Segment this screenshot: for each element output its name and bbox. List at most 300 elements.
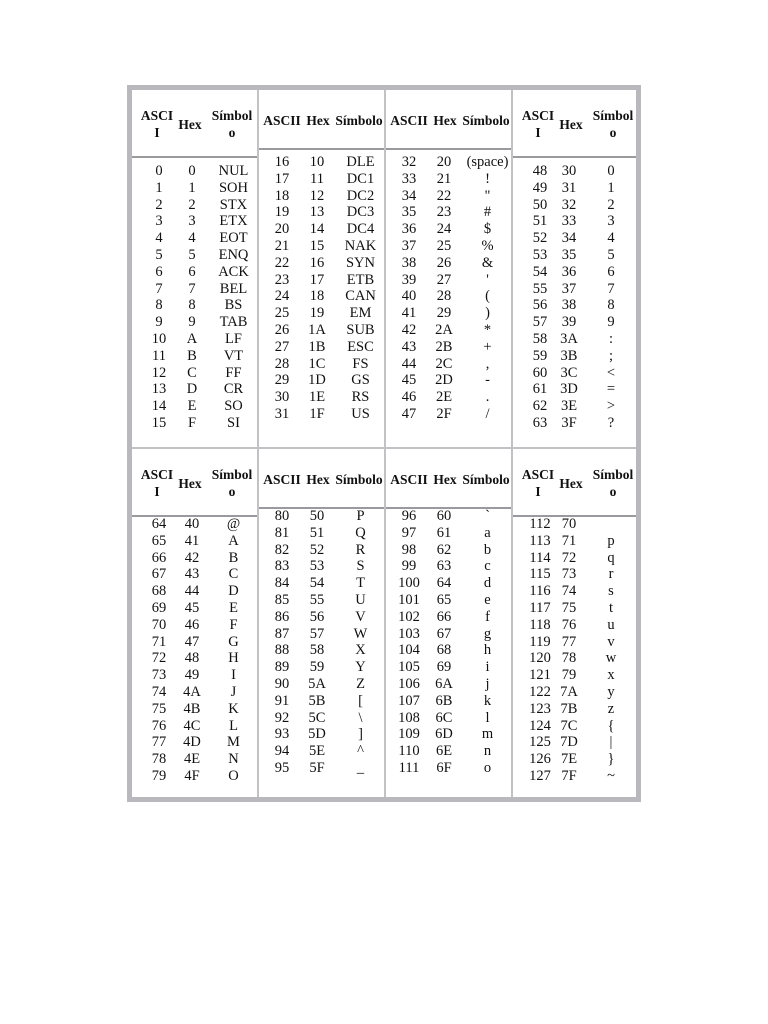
symbol-cell: 6 <box>607 263 615 280</box>
hex-code-cell: 6A <box>435 675 453 692</box>
ascii-code-cell: 86 <box>274 608 290 625</box>
table-rows <box>513 516 636 785</box>
symbol-cell: $ <box>483 221 492 238</box>
symbol-cell: x <box>607 667 615 684</box>
hex-code-cell: 1F <box>309 405 325 422</box>
hex-code-cell: 3F <box>561 414 577 431</box>
table-row <box>132 365 257 382</box>
ascii-code-cell: 122 <box>529 683 551 700</box>
hex-code-cell: 74 <box>561 583 577 600</box>
table-row <box>259 659 384 676</box>
ascii-code-cell: 52 <box>532 230 548 247</box>
ascii-code-cell: 36 <box>401 221 417 238</box>
table-row <box>513 684 636 701</box>
symbol-cell: ^ <box>357 743 364 760</box>
symbol-cell: . <box>485 389 490 406</box>
symbol-cell: ? <box>607 414 615 431</box>
symbol-cell: V <box>355 608 366 625</box>
hex-code-cell: 2F <box>436 405 452 422</box>
ascii-code-cell: 6 <box>155 263 163 280</box>
ascii-code-cell: 81 <box>274 524 290 541</box>
table-row <box>513 583 636 600</box>
symbol-cell: EOT <box>219 230 248 247</box>
symbol-cell: GS <box>351 372 370 389</box>
hex-code-cell: 5C <box>308 709 326 726</box>
hex-code-cell: 5B <box>308 692 326 709</box>
ascii-code-cell: 2 <box>155 196 163 213</box>
symbol-cell: ! <box>485 170 490 187</box>
ascii-code-cell: 34 <box>401 187 417 204</box>
table-row <box>132 751 257 768</box>
ascii-code-cell: 33 <box>401 170 417 187</box>
hex-code-cell: 24 <box>436 221 452 238</box>
table-row <box>386 339 511 356</box>
table-row <box>259 288 384 305</box>
hex-code-cell: 7D <box>560 734 578 751</box>
table-row <box>132 684 257 701</box>
symbol-cell: DC2 <box>346 187 375 204</box>
hex-code-cell: 6D <box>435 726 453 743</box>
ascii-code-cell: 87 <box>274 625 290 642</box>
symbol-cell: J <box>230 683 237 700</box>
hex-code-cell: 2A <box>435 321 453 338</box>
hex-code-cell: 63 <box>436 558 452 575</box>
ascii-code-cell: 72 <box>151 650 167 667</box>
hex-code-cell: 2C <box>435 355 453 372</box>
ascii-code-cell: 74 <box>151 683 167 700</box>
hex-code-cell: 61 <box>436 524 452 541</box>
symbol-cell: * <box>483 321 492 338</box>
symbol-cell: \ <box>358 709 363 726</box>
hex-code-cell: 35 <box>561 246 577 263</box>
table-rows <box>259 154 384 423</box>
ascii-code-cell: 62 <box>532 398 548 415</box>
table-row <box>259 356 384 373</box>
symbol-cell: ETB <box>346 271 375 288</box>
hex-code-cell: 7 <box>188 280 196 297</box>
table-row <box>386 171 511 188</box>
ascii-code-cell: 96 <box>401 508 417 524</box>
hex-code-cell: 29 <box>436 305 452 322</box>
symbol-cell: + <box>483 338 492 355</box>
table-row <box>386 743 511 760</box>
ascii-code-cell: 109 <box>398 726 420 743</box>
ascii-code-cell: 85 <box>274 591 290 608</box>
table-row <box>513 617 636 634</box>
ascii-table <box>127 85 641 802</box>
hex-code-cell: 1D <box>308 372 326 389</box>
symbol-cell: y <box>607 683 615 700</box>
table-row <box>513 163 636 180</box>
block-0-31-a <box>132 90 259 449</box>
table-row <box>259 542 384 559</box>
column-header-symbol: Símbolo <box>335 112 383 128</box>
hex-code-cell: 9 <box>188 314 196 331</box>
table-row <box>259 154 384 171</box>
hex-code-cell: 34 <box>561 230 577 247</box>
table-row <box>513 650 636 667</box>
table-row <box>132 264 257 281</box>
symbol-cell: ACK <box>218 263 249 280</box>
hex-code-cell: 4F <box>184 767 200 784</box>
ascii-code-cell: 57 <box>532 314 548 331</box>
ascii-code-cell: 8 <box>155 297 163 314</box>
symbol-cell: SUB <box>346 321 375 338</box>
hex-code-cell: 1E <box>308 389 326 406</box>
symbol-cell: | <box>609 734 613 751</box>
hex-code-cell: 53 <box>309 558 325 575</box>
column-header-ascii-code: ASCII <box>263 112 301 128</box>
hex-code-cell: 2D <box>435 372 453 389</box>
hex-code-cell: 77 <box>561 633 577 650</box>
ascii-code-cell: 14 <box>151 398 167 415</box>
hex-code-cell: 6 <box>188 263 196 280</box>
table-row <box>259 406 384 423</box>
ascii-code-cell: 13 <box>151 381 167 398</box>
ascii-code-cell: 111 <box>398 759 420 776</box>
ascii-code-cell: 0 <box>155 163 163 179</box>
table-row <box>259 204 384 221</box>
hex-code-cell: 19 <box>309 305 325 322</box>
table-row <box>386 575 511 592</box>
ascii-code-cell: 16 <box>274 154 290 170</box>
hex-code-cell: 37 <box>561 280 577 297</box>
hex-code-cell: 16 <box>309 254 325 271</box>
hex-code-cell: 6C <box>435 709 453 726</box>
column-header-row <box>132 449 257 517</box>
symbol-cell: h <box>483 642 492 659</box>
table-row <box>386 525 511 542</box>
symbol-cell: s <box>608 583 614 600</box>
symbol-cell: S <box>356 558 365 575</box>
ascii-code-cell: 10 <box>151 330 167 347</box>
column-header-hex-code: Hex <box>433 471 457 487</box>
ascii-code-cell: 37 <box>401 237 417 254</box>
hex-code-cell: E <box>187 398 197 415</box>
symbol-cell: SOH <box>218 179 248 196</box>
hex-code-cell: 2E <box>435 389 453 406</box>
ascii-code-cell: 59 <box>532 347 548 364</box>
table-row <box>132 398 257 415</box>
symbol-cell: : <box>608 330 614 347</box>
hex-code-cell: 4A <box>183 683 201 700</box>
block-96-111 <box>386 449 513 797</box>
hex-code-cell: 66 <box>436 608 452 625</box>
ascii-code-cell: 17 <box>274 170 290 187</box>
symbol-cell: [ <box>358 692 363 709</box>
ascii-code-cell: 100 <box>398 575 420 592</box>
table-row <box>386 372 511 389</box>
symbol-cell: 8 <box>607 297 615 314</box>
ascii-code-cell: 32 <box>401 154 417 170</box>
symbol-cell: v <box>607 633 615 650</box>
table-row <box>513 516 636 533</box>
symbol-cell: LF <box>225 330 242 347</box>
table-row <box>259 221 384 238</box>
hex-code-cell: 3B <box>560 347 578 364</box>
hex-code-cell: 50 <box>309 508 325 524</box>
symbol-cell: - <box>485 372 490 389</box>
symbol-cell: N <box>228 751 239 768</box>
column-header-row <box>513 90 636 158</box>
symbol-cell: Z <box>356 675 365 692</box>
table-row <box>259 255 384 272</box>
table-row <box>259 743 384 760</box>
symbol-cell: E <box>229 599 238 616</box>
ascii-code-cell: 21 <box>274 237 290 254</box>
table-row <box>132 617 257 634</box>
ascii-code-cell: 22 <box>274 254 290 271</box>
table-row <box>259 389 384 406</box>
hex-code-cell: 56 <box>309 608 325 625</box>
table-row <box>259 760 384 777</box>
hex-code-cell: 1A <box>308 321 326 338</box>
ascii-code-cell: 120 <box>529 650 551 667</box>
symbol-cell: H <box>228 650 239 667</box>
symbol-cell: " <box>484 187 491 204</box>
symbol-cell: M <box>227 734 240 751</box>
symbol-cell: 1 <box>607 179 615 196</box>
symbol-cell: ~ <box>607 767 615 784</box>
symbol-cell: F <box>229 616 238 633</box>
symbol-cell: i <box>485 659 490 676</box>
hex-code-cell: 10 <box>309 154 325 170</box>
table-row <box>513 381 636 398</box>
table-row <box>132 163 257 180</box>
ascii-code-cell: 23 <box>274 271 290 288</box>
table-row <box>132 197 257 214</box>
hex-code-cell: 5E <box>308 743 326 760</box>
ascii-code-cell: 20 <box>274 221 290 238</box>
ascii-code-cell: 103 <box>398 625 420 642</box>
block-112-127 <box>513 449 636 797</box>
table-row <box>386 188 511 205</box>
table-rows <box>132 163 257 432</box>
table-row <box>386 760 511 777</box>
ascii-code-cell: 35 <box>401 204 417 221</box>
column-header-ascii-code: ASCII <box>263 471 301 487</box>
table-row <box>259 693 384 710</box>
symbol-cell: US <box>351 405 370 422</box>
symbol-cell: 3 <box>607 213 615 230</box>
column-header-symbol: Símbol o <box>592 467 634 499</box>
ascii-code-cell: 115 <box>529 566 551 583</box>
hex-code-cell: 11 <box>310 170 324 187</box>
hex-code-cell: 73 <box>561 566 577 583</box>
column-header-hex-code: Hex <box>433 112 457 128</box>
table-row <box>259 726 384 743</box>
hex-code-cell: 20 <box>436 154 452 170</box>
symbol-cell: o <box>483 759 492 776</box>
symbol-cell: A <box>228 532 239 549</box>
table-row <box>386 204 511 221</box>
symbol-cell: B <box>228 549 239 566</box>
symbol-cell: FF <box>225 364 242 381</box>
hex-code-cell: A <box>186 330 198 347</box>
ascii-code-cell: 127 <box>529 767 551 784</box>
hex-code-cell: 36 <box>561 263 577 280</box>
column-header-row <box>386 90 511 150</box>
symbol-cell: ESC <box>347 338 374 355</box>
symbol-cell: , <box>485 355 490 372</box>
hex-code-cell: 3 <box>188 213 196 230</box>
hex-code-cell: 25 <box>436 237 452 254</box>
ascii-code-cell: 60 <box>532 364 548 381</box>
table-row <box>513 180 636 197</box>
table-rows <box>259 508 384 777</box>
symbol-cell: j <box>485 675 490 692</box>
ascii-code-cell: 38 <box>401 254 417 271</box>
ascii-code-cell: 24 <box>274 288 290 305</box>
column-header-ascii-code: ASCII <box>390 471 428 487</box>
symbol-cell: z <box>607 700 615 717</box>
table-row <box>513 734 636 751</box>
table-row <box>259 508 384 525</box>
column-header-hex-code: Hex <box>559 116 583 132</box>
hex-code-cell: 39 <box>561 314 577 331</box>
table-row <box>386 626 511 643</box>
symbol-cell: 5 <box>607 246 615 263</box>
column-header-hex-code: Hex <box>178 116 202 132</box>
ascii-code-cell: 25 <box>274 305 290 322</box>
symbol-cell: W <box>353 625 368 642</box>
table-row <box>259 592 384 609</box>
column-header-symbol: Símbol o <box>592 108 634 140</box>
hex-code-cell: 59 <box>309 659 325 676</box>
ascii-code-cell: 44 <box>401 355 417 372</box>
hex-code-cell: 4 <box>188 230 196 247</box>
hex-code-cell: 5F <box>309 759 325 776</box>
symbol-cell: w <box>605 650 617 667</box>
hex-code-cell: 46 <box>184 616 200 633</box>
ascii-code-cell: 101 <box>398 591 420 608</box>
hex-code-cell: 21 <box>436 170 452 187</box>
symbol-cell: DC4 <box>346 221 375 238</box>
table-row <box>132 381 257 398</box>
table-row <box>513 297 636 314</box>
ascii-code-cell: 89 <box>274 659 290 676</box>
ascii-code-cell: 66 <box>151 549 167 566</box>
table-row <box>386 238 511 255</box>
symbol-cell: m <box>481 726 494 743</box>
ascii-code-cell: 106 <box>398 675 420 692</box>
ascii-code-cell: 65 <box>151 532 167 549</box>
table-row <box>132 314 257 331</box>
symbol-cell: f <box>485 608 490 625</box>
symbol-cell: T <box>356 575 365 592</box>
symbol-cell: 7 <box>607 280 615 297</box>
table-row <box>386 609 511 626</box>
ascii-code-cell: 67 <box>151 566 167 583</box>
hex-code-cell: 7E <box>560 751 578 768</box>
ascii-code-cell: 28 <box>274 355 290 372</box>
hex-code-cell: 67 <box>436 625 452 642</box>
hex-code-cell: 40 <box>184 516 200 532</box>
hex-code-cell: 75 <box>561 599 577 616</box>
ascii-code-cell: 27 <box>274 338 290 355</box>
symbol-cell: ' <box>486 271 489 288</box>
symbol-cell: G <box>228 633 239 650</box>
symbol-cell: Q <box>355 524 366 541</box>
column-header-symbol: Símbol o <box>211 467 253 499</box>
ascii-code-cell: 12 <box>151 364 167 381</box>
ascii-code-cell: 124 <box>529 717 551 734</box>
ascii-code-cell: 112 <box>529 516 551 532</box>
table-row <box>259 609 384 626</box>
hex-code-cell: 2B <box>435 338 453 355</box>
table-row <box>132 281 257 298</box>
ascii-code-cell: 7 <box>155 280 163 297</box>
ascii-code-cell: 46 <box>401 389 417 406</box>
ascii-code-cell: 116 <box>529 583 551 600</box>
table-row <box>259 238 384 255</box>
table-row <box>513 314 636 331</box>
hex-code-cell: 23 <box>436 204 452 221</box>
hex-code-cell: 44 <box>184 583 200 600</box>
table-row <box>259 642 384 659</box>
hex-code-cell: 26 <box>436 254 452 271</box>
table-row <box>513 415 636 432</box>
ascii-code-cell: 63 <box>532 414 548 431</box>
table-rows <box>386 154 511 423</box>
ascii-code-cell: 31 <box>274 405 290 422</box>
table-row <box>513 533 636 550</box>
hex-code-cell: 18 <box>309 288 325 305</box>
symbol-cell: b <box>483 541 492 558</box>
hex-code-cell: 7B <box>560 700 578 717</box>
symbol-cell: DLE <box>346 154 375 170</box>
ascii-code-cell: 54 <box>532 263 548 280</box>
ascii-code-cell: 114 <box>529 549 551 566</box>
symbol-cell: _ <box>356 759 365 776</box>
ascii-code-cell: 3 <box>155 213 163 230</box>
hex-code-cell: 76 <box>561 616 577 633</box>
table-row <box>132 230 257 247</box>
table-row <box>132 516 257 533</box>
ascii-code-cell: 68 <box>151 583 167 600</box>
ascii-code-cell: 102 <box>398 608 420 625</box>
table-row <box>259 372 384 389</box>
hex-code-cell: 12 <box>309 187 325 204</box>
table-row <box>386 592 511 609</box>
symbol-cell: u <box>607 616 615 633</box>
ascii-code-cell: 93 <box>274 726 290 743</box>
table-row <box>386 288 511 305</box>
ascii-code-cell: 5 <box>155 246 163 263</box>
hex-code-cell: 4C <box>183 717 201 734</box>
ascii-code-cell: 95 <box>274 759 290 776</box>
table-row <box>513 213 636 230</box>
symbol-cell: 4 <box>607 230 615 247</box>
hex-code-cell: 69 <box>436 659 452 676</box>
block-48-63 <box>513 90 636 449</box>
ascii-code-cell: 29 <box>274 372 290 389</box>
ascii-code-cell: 51 <box>532 213 548 230</box>
symbol-cell: EM <box>349 305 372 322</box>
column-header-ascii-code: ASCI I <box>140 108 174 140</box>
symbol-cell: CR <box>223 381 244 398</box>
symbol-cell: 2 <box>607 196 615 213</box>
ascii-code-cell: 78 <box>151 751 167 768</box>
table-row <box>259 272 384 289</box>
table-row <box>132 734 257 751</box>
symbol-cell: a <box>484 524 491 541</box>
hex-code-cell: 57 <box>309 625 325 642</box>
ascii-code-cell: 30 <box>274 389 290 406</box>
ascii-code-cell: 76 <box>151 717 167 734</box>
hex-code-cell: 1C <box>308 355 326 372</box>
table-row <box>386 221 511 238</box>
